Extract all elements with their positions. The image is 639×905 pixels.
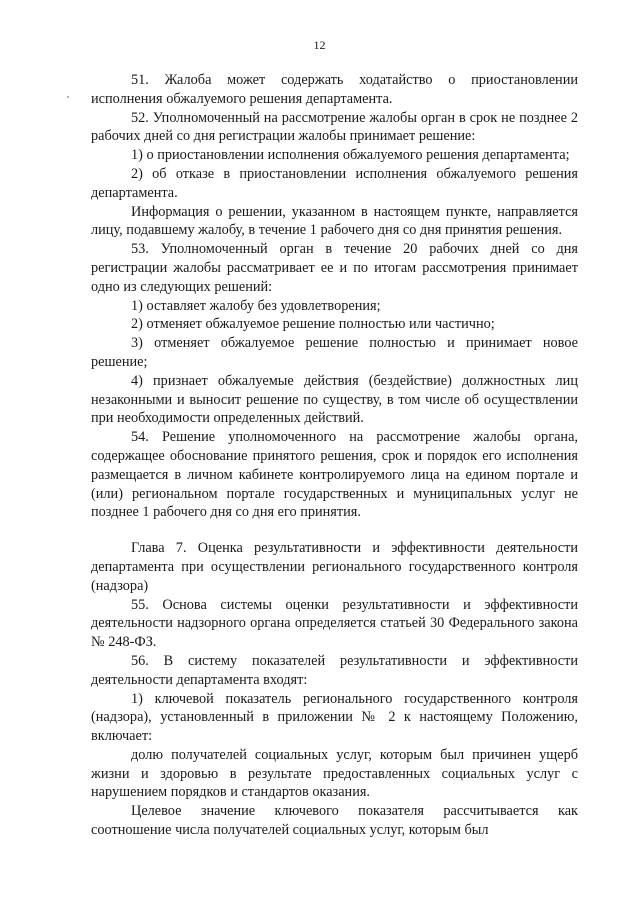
- paragraph-56-target: Целевое значение ключевого показателя рассчитывается как соотношение числа получателей социальных услуг, которым был: [91, 803, 578, 839]
- paragraph-56: 56. В систему показателей результативности и эффективности деятельности департамента входят:: [91, 652, 578, 688]
- paragraph-52-item-2: 2) об отказе в приостановлении исполнения обжалуемого решения департамента.: [91, 165, 578, 201]
- chapter-7-heading: Глава 7. Оценка результативности и эффективности деятельности департамента при осуществлении регионального государственного контроля (надзора): [91, 540, 578, 594]
- paragraph-55: 55. Основа системы оценки результативности и эффективности деятельности надзорного органа определяется статьей 30 Федерального закона № 248-ФЗ.: [91, 596, 578, 651]
- paragraph-56-share: долю получателей социальных услуг, которым был причинен ущерб жизни и здоровью в результате предоставленных социальных услуг с нарушением порядков и стандартов оказания.: [91, 746, 578, 801]
- document-body: [91, 71, 578, 840]
- paragraph-53-item-4: 4) признает обжалуемые действия (бездействие) должностных лиц незаконными и выносит решение по существу, в том числе об осуществлении при необходимости определенных действий.: [91, 372, 578, 427]
- page-number: 12: [313, 38, 326, 52]
- paragraph-52: 52. Уполномоченный на рассмотрение жалобы орган в срок не позднее 2 рабочих дней со дня регистрации жалобы принимает решение:: [91, 109, 578, 145]
- paragraph-53: 53. Уполномоченный орган в течение 20 рабочих дней со дня регистрации жалобы рассматривает ее и по итогам рассмотрения принимает одно из следующих решений:: [91, 241, 578, 295]
- paragraph-53-item-3: 3) отменяет обжалуемое решение полностью и принимает новое решение;: [91, 335, 578, 370]
- scan-speck: [67, 96, 69, 98]
- paragraph-56-item-1: 1) ключевой показатель регионального государственного контроля (надзора), установленный в приложении № 2 к настоящему Положению, включает:: [91, 690, 578, 745]
- paragraph-53-item-2: 2) отменяет обжалуемое решение полностью или частично;: [131, 316, 495, 333]
- paragraph-51: 51. Жалоба может содержать ходатайство о приостановлении исполнения обжалуемого решения департамента.: [91, 72, 578, 107]
- paragraph-54: 54. Решение уполномоченного на рассмотрение жалобы органа, содержащее обоснование принятого решения, срок и порядок его исполнения размещается в личном кабинете контролируемого лица на едином портале и (или) региональном портале государственных и муниципальных услуг не позднее 1 рабочего дня со дня его принятия.: [91, 429, 578, 521]
- paragraph-52-item-1: 1) о приостановлении исполнения обжалуемого решения департамента;: [131, 147, 570, 164]
- paragraph-52-information: Информация о решении, указанном в настоящем пункте, направляется лицу, подавшему жалобу, в течение 1 рабочего дня со дня принятия решения.: [91, 203, 578, 239]
- paragraph-53-item-1: 1) оставляет жалобу без удовлетворения;: [131, 297, 381, 314]
